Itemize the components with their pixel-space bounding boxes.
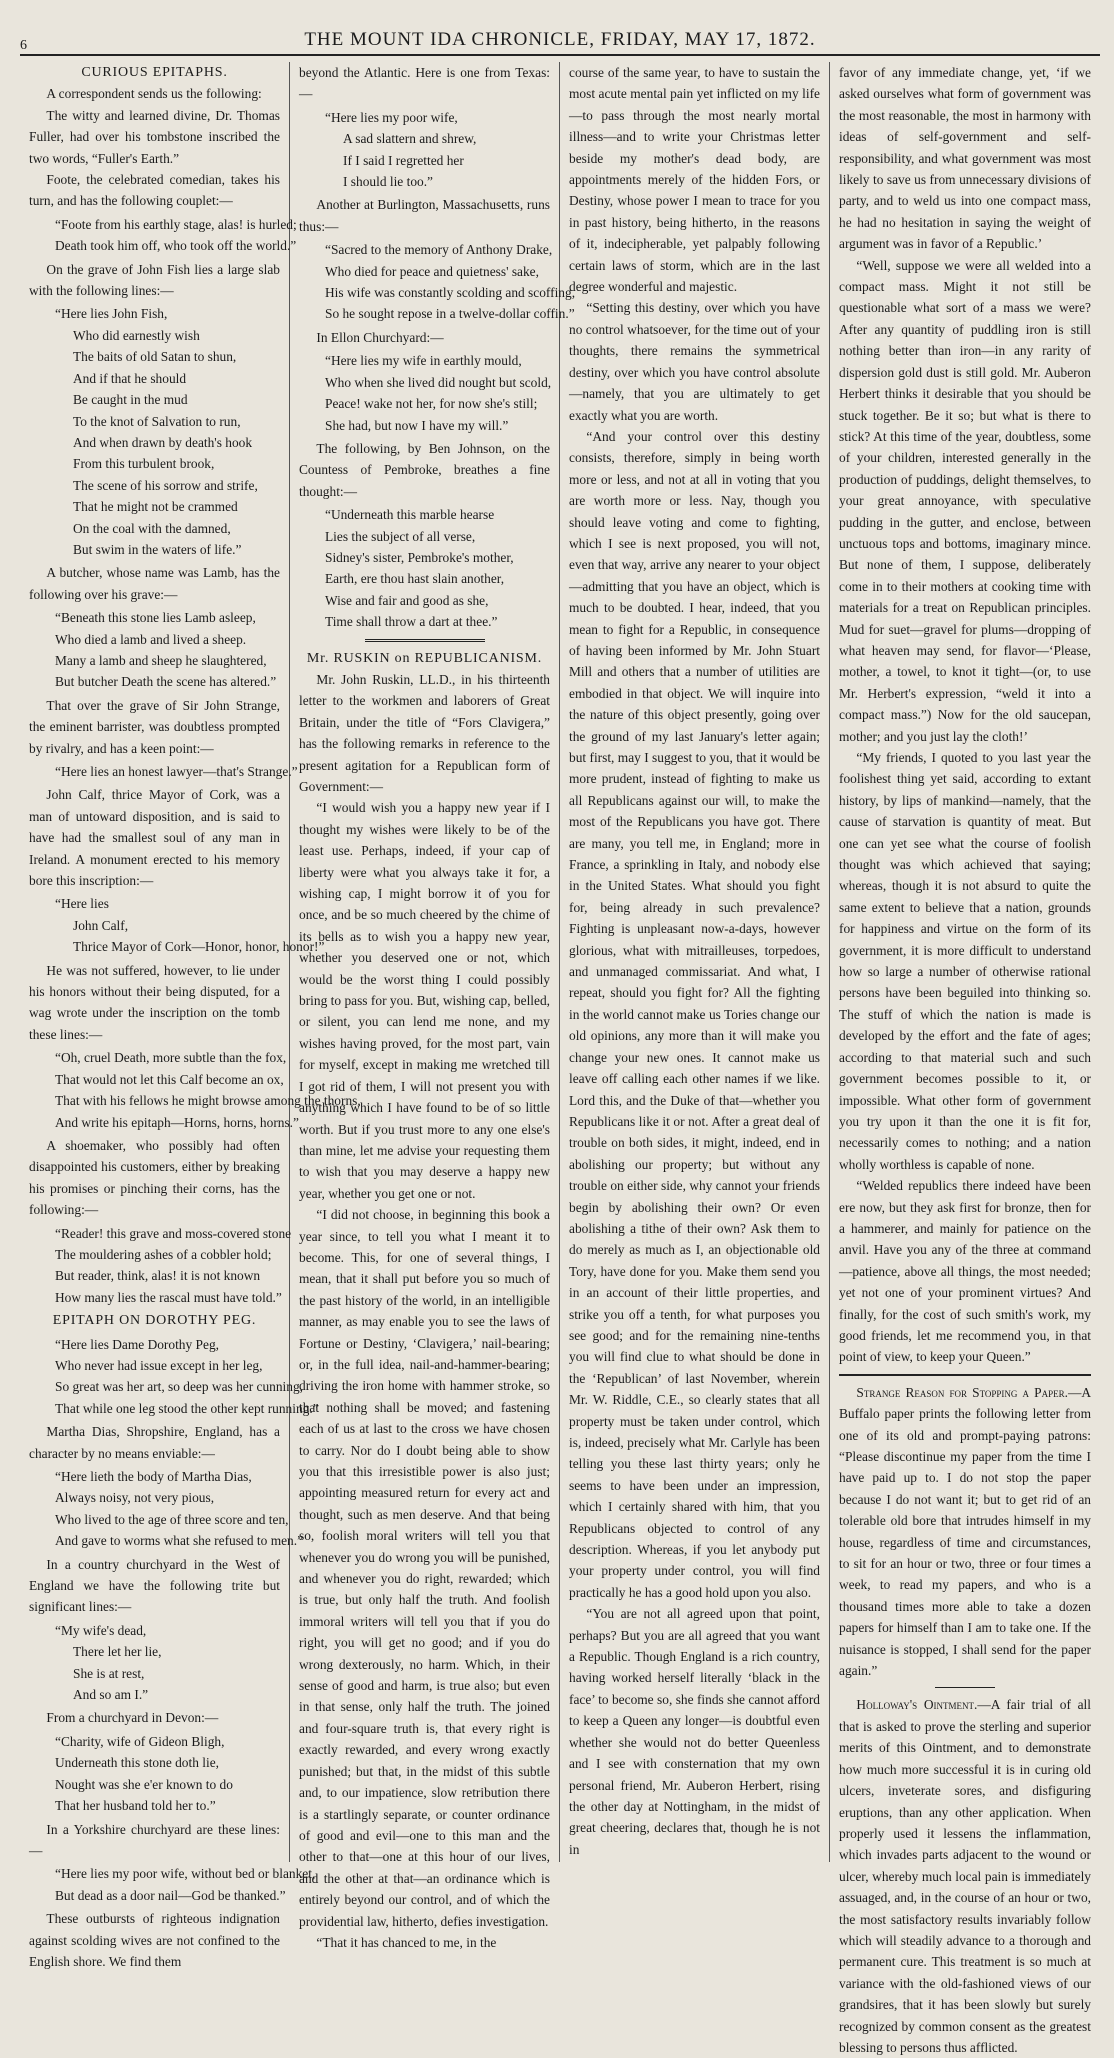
- paragraph: Martha Dias, Shropshire, England, has a character by no means enviable:—: [29, 1424, 280, 1461]
- paragraph: He was not suffered, however, to lie under his honors without their being disputed, for a wag wrote under the inscription on the tomb these lines:—: [29, 962, 280, 1042]
- verse-line: “Here lieth the body of Martha Dias,: [55, 1469, 252, 1484]
- verse-line: Who died for peace and quietness' sake,: [325, 263, 539, 279]
- verse-line: On the coal with the damned,: [73, 520, 231, 536]
- verse-line: So great was her art, so deep was her cunning,: [55, 1379, 304, 1395]
- verse-line: Lies the subject of all verse,: [325, 528, 476, 544]
- paragraph: These outbursts of righteous indignation against scolding wives are not confined to the English shore. We find them: [29, 1911, 280, 1969]
- verse-line: And when drawn by death's hook: [73, 434, 253, 450]
- verse-line: And write his epitaph—Horns, horns, horns.”: [55, 1114, 299, 1130]
- verse-line: And gave to worms what she refused to men.”: [55, 1533, 304, 1549]
- verse-line: Death took him off, who took off the world.”: [55, 238, 297, 254]
- verse-line: “Beneath this stone lies Lamb asleep,: [55, 610, 256, 626]
- paragraph: course of the same year, to have to sustain the most acute mental pain yet inflicted on my life—to pass through the most nearly mortal illness—and to write your Christmas letter beside my mother's dead body, are appointments merely of the hidden Fors, or Destiny, whose power I mean to trace for you in past history, being hitherto, in the reasons of it, indecipherable, yet palpably following certain laws of storm, which are in the last degree wonderful and majestic.: [569, 65, 820, 295]
- epitaph-verse: [55, 607, 280, 693]
- verse-line: Earth, ere thou hast slain another,: [325, 571, 505, 587]
- verse-line: But dead as a door nail—God be thanked.”: [55, 1887, 286, 1903]
- verse-line: “Here lies my wife in earthly mould,: [325, 353, 522, 369]
- verse-line: “Underneath this marble hearse: [325, 507, 495, 523]
- verse-line: The scene of his sorrow and strife,: [73, 477, 258, 493]
- paragraph: That over the grave of Sir John Strange, the eminent barrister, was doubtless prompted by rivalry, and has a keen point:—: [29, 697, 280, 756]
- epitaph-verse: [325, 350, 550, 436]
- verse-line: Sidney's sister, Pembroke's mother,: [325, 549, 514, 565]
- paragraph: On the grave of John Fish lies a large slab with the following lines:—: [29, 261, 280, 299]
- epitaph-verse: [55, 214, 297, 257]
- holloway-ointment-item: [839, 1694, 1091, 2058]
- verse-line: Who never had issue except in her leg,: [55, 1357, 263, 1373]
- epitaph-verse: [55, 1863, 316, 1906]
- verse-line: And so am I.”: [73, 1687, 149, 1703]
- verse-line: But reader, think, alas! it is not known: [55, 1268, 261, 1284]
- verse-line: She had, but now I have my will.”: [325, 417, 509, 433]
- item-body: —A fair trial of all that is asked to prove the sterling and superior merits of this Ointment, and to demonstrate how much more successful it is in curing old ulcers, inveterate sores, and disfiguring eruptions, than any other application. When properly used it lessens the inflammation, which invades parts adjacent to the wound or ulcer, whereby much local pain is immediately assuaged, and, in the course of an hour or two, the most satisfactory results invariably follow which will steadily advance to a thorough and permanent cure. This treatment is so much at variance with the old-fashioned views of our grandsires, that it has been slowly but surely recognized by common consent as the greatest blessing to persons thus afflicted.: [839, 1697, 1092, 2055]
- item-body: —A Buffalo paper prints the following letter from one of its old and prompt-paying patrons: “Please discontinue my paper from the time I have paid up to. I do not stop the paper because I do not want it; but to get rid of an tolerable old bore that intrudes himself in my house, regardless of time and circumstances, to sit for an hour or two, three or four times a week, to read my papers, and who is a thousand times more able to take a dozen papers for himself than I am to take one. If the nuisance is stopped, I shall send for the paper again.”: [839, 1384, 1091, 1679]
- paragraph: “Well, suppose we were all welded into a compact mass. Might it not still be questionable what sort of a mass we were? After any quantity of puddling iron is still nothing better than iron—in any rarity of dispersion gold dust is still gold. Mr. Auberon Herbert thinks it desirable that you should be stuck together. Be it so; but what is there to stick? At this time of the year, doubtless, some of your children, interested generally in the production of puddings, delight themselves, to your great annoyance, with speculative pudding in the gutter, and enclose, between unctuous tops and bottoms, imaginary mince. But none of them, I suppose, deliberately come in to their mothers at cooking time with materials for a treat on Republican principles. Mud for suet—gravel for plums—dropping of what heaven may send, for flavor—‘Please, mother, a towel, to knot it tight—(or, to use Mr. Herbert's expression, “weld it into a compact mass.”) Now for the old saucepan, mother; and you just lay the cloth!’: [839, 257, 1091, 744]
- column-4: [830, 62, 1100, 2055]
- verse-line: Wise and fair and good as she,: [325, 592, 489, 608]
- paragraph: “Setting this destiny, over which you have no control whatsoever, for the time out of your thoughts, there remains the symmetrical destiny, over which you have control absolute—namely, that you are ultimately to get exactly what you are worth.: [569, 300, 820, 423]
- verse-line: That he might not be crammed: [73, 499, 238, 515]
- verse-line: From this turbulent brook,: [73, 456, 215, 472]
- paragraph: “And your control over this destiny consists, therefore, simply in being worth more or less, and not at all in voting that you are worth more or less. Nay, though you should leave voting and come to fighting, which I see is next proposed, you will not, even that way, arrive any nearer to your object—admitting that you have an object, which is much to be doubted. I hear, indeed, that you mean to fight for a Republic, in consequence of having been informed by Mr. John Stuart Mill and others that a number of utilities are embodied in that object. We will inquire into the nature of this object presently, going over the ground of my last January's letter again; but first, may I suggest to you, that it would be more prudent, instead of fighting to make us all Republicans against our will, to make the most of the Republicans you have got. There are many, you tell me, in England; more in France, a sprinkling in Italy, and nobody else in the United States. What should you fight for, being already in such prevalence? Fighting is unpleasant now-a-days, however glorious, what with mitrailleuses, torpedoes, and unmanaged commissariat. And what, I repeat, should you fight for? All the fighting in the world cannot make us Tories change our old opinions, any more than it will make you change your new ones. It cannot make us leave off calling each other names if we like. Lord this, and the Duke of that—whether you Republicans like it or not. After a great deal of trouble on both sides, it might, indeed, end in abolishing our property; but without any trouble on either side, why cannot your friends begin by abolishing their own? Or even abolishing a tithe of their own? Ask them to do merely as much as I, an objectionable old Tory, have done for you. Make them send you in an account of their little properties, and strike you off a tenth, for what purposes you see good; and for the remaining nine-tenths you will find clue to what should be done in the ‘Republican’ of last November, wherein Mr. W. Riddle, C.E., so clearly states that all property must be taken under control, which is, indeed, precisely what Mr. Carlyle has been telling you these last thirty years; only he seems to have been under an impression, which I certainly shared with him, that you Republicans objected to control of any description. Whereas, if you let anybody put your property under control, you will find practically he has a good hold upon you also.: [569, 428, 820, 1600]
- epitaph-verse: [55, 1047, 361, 1133]
- verse-line: A sad slattern and shrew,: [343, 131, 477, 147]
- paragraph: John Calf, thrice Mayor of Cork, was a man of untoward disposition, and is said to have had the smallest soul of any man in Ireland. A monument erected to his memory bore this inscription:—: [29, 787, 280, 889]
- epitaph-verse: [55, 761, 298, 782]
- masthead-title: THE MOUNT IDA CHRONICLE, FRIDAY, MAY 17, 1872.: [304, 29, 816, 50]
- verse-line: If I said I regretted her: [343, 152, 464, 168]
- verse-line: To the knot of Salvation to run,: [73, 413, 241, 429]
- verse-line: Thrice Mayor of Cork—Honor, honor, honor!”: [73, 939, 325, 955]
- paragraph: “I would wish you a happy new year if I thought my wishes were likely to be of the least use. Perhaps, indeed, if your cap of liberty were what you always take it for, a wishing cap, I might borrow it of you for once, and be so much cheered by the chime of its bells as to wish you a happy new year, whether you deserved one or not, which would be the worst thing I could possibly bring to pass for you. But, wishing cap, belled, or silent, you can lend me none, and my wishes having proved, for the most part, vain for myself, except in making me wretched till I got rid of them, I will not present you with anything which I have found to be of so little worth. But if you trust more to any one else's than mine, let me advise your requesting them to wish that you may deserve a happy new year, whether you get one or not.: [299, 800, 550, 1201]
- verse-line: Nought was she e'er known to do: [55, 1776, 233, 1792]
- paragraph: “You are not all agreed upon that point, perhaps? But you are all agreed that you want a Republic. Though England is a rich country, having worked herself literally ‘black in the face’ to become so, she finds she cannot afford to keep a Queen any longer—is doubtful even whether she would not do better Queenless and I see with consternation that my own personal friend, Mr. Auberon Herbert, rising the other day at Nottingham, in the midst of great cheering, declares that, though he is not in: [569, 1606, 820, 1857]
- paragraph: “That it has chanced to me, in the: [316, 1934, 497, 1950]
- epitaph-verse: [325, 239, 576, 325]
- paragraph: The following, by Ben Johnson, on the Countess of Pembroke, breathes a fine thought:—: [299, 440, 550, 499]
- verse-line: “Here lies John Fish,: [55, 306, 168, 322]
- paragraph: A shoemaker, who possibly had often disappointed his customers, either by breaking his promises or pinching their corns, has the following:—: [29, 1137, 280, 1218]
- item-lead: Holloway's Ointment.: [856, 1697, 978, 1713]
- verse-line: “Charity, wife of Gideon Bligh,: [55, 1733, 225, 1749]
- columns: [20, 62, 1100, 2055]
- verse-line: Who when she lived did nought but scold,: [325, 374, 552, 390]
- paragraph: beyond the Atlantic. Here is one from Texas:—: [299, 65, 550, 102]
- item-lead: Strange Reason for Stopping a Paper.: [856, 1384, 1068, 1400]
- ruskin-heading: Mr. RUSKIN on REPUBLICANISM.: [306, 650, 543, 666]
- verse-line: And if that he should: [73, 370, 187, 386]
- verse-line: Be caught in the mud: [73, 392, 188, 408]
- paragraph: Mr. John Ruskin, LL.D., in his thirteenth letter to the workmen and laborers of Great Britain, under the title of “Fors Clavigera,” has the following remarks in reference to the present agitation for a Republican form of Government:—: [299, 671, 550, 794]
- verse-line: The baits of old Satan to shun,: [73, 349, 237, 365]
- masthead: [20, 26, 1100, 56]
- verse-line: “Here lies an honest lawyer—that's Strange.”: [55, 764, 298, 779]
- paragraph: favor of any immediate change, yet, ‘if we asked ourselves what form of government was the most reasonable, the most in harmony with ideas of self-government and self-responsibility, and what government was most likely to save us from unnecessary divisions of party, and to weld us into one compact mass, he had no hesitation in saying the weight of argument was in favor of a Republic.’: [839, 65, 1091, 252]
- verse-line: Peace! wake not her, for now she's still;: [325, 396, 538, 412]
- verse-line: “Reader! this grave and moss-covered stone: [55, 1225, 292, 1241]
- verse-line: So he sought repose in a twelve-dollar coffin.”: [325, 306, 575, 322]
- epitaphs-heading: CURIOUS EPITAPHS.: [81, 65, 228, 80]
- epitaph-verse: [55, 1466, 304, 1552]
- verse-line: “Here lies: [55, 896, 109, 912]
- verse-line: Who lived to the age of three score and ten,: [55, 1511, 289, 1527]
- epitaph-verse: [55, 303, 280, 560]
- paragraph: Another at Burlington, Massachusetts, runs thus:—: [299, 197, 550, 234]
- paragraph: The witty and learned divine, Dr. Thomas Fuller, had over his tombstone inscribed the two words, “Fuller's Earth.”: [29, 107, 280, 166]
- subheading: EPITAPH ON DOROTHY PEG.: [52, 1313, 257, 1329]
- paragraph: A butcher, whose name was Lamb, has the following over his grave:—: [29, 565, 280, 602]
- verse-line: Time shall throw a dart at thee.”: [325, 614, 498, 630]
- column-3: [560, 62, 830, 1862]
- epitaph-verse: [55, 893, 325, 957]
- column-1: [20, 62, 361, 1969]
- verse-line: John Calf,: [73, 917, 129, 933]
- verse-line: Who did earnestly wish: [73, 327, 200, 343]
- epitaph-verse: [55, 1334, 319, 1420]
- verse-line: But butcher Death the scene has altered.”: [55, 674, 277, 690]
- verse-line: “Here lies my poor wife, without bed or blanket,: [55, 1866, 316, 1882]
- paragraph: From a churchyard in Devon:—: [46, 1710, 219, 1726]
- verse-line: “Sacred to the memory of Anthony Drake,: [325, 242, 553, 258]
- paragraph: “My friends, I quoted to you last year the foolishest thing yet said, according to extant history, by lips of mankind—namely, that the cause of starvation is quantity of meat. But one can yet see what the course of foolish thought was which achieved that saying; whereas, though it is not absurd to quite the same extent to believe that a nation, grounds for happiness and virtue on the form of its government, it is more difficult to understand how so large a number of otherwise rational persons have been beguiled into thinking so. The stuff of which the nation is made is developed by the effort and the fate of ages; according to that material such and such government becomes possible to it, or impossible. What other form of government you try upon it than the one it is fit for, necessarily comes to nothing; and a nation wholly worthless is capable of none.: [839, 750, 1091, 1172]
- verse-line: But swim in the waters of life.”: [73, 541, 242, 557]
- paragraph: Foote, the celebrated comedian, takes his turn, and has the following couplet:—: [29, 172, 280, 209]
- verse-line: Who died a lamb and lived a sheep.: [55, 631, 247, 647]
- verse-line: There let her lie,: [73, 1644, 162, 1660]
- verse-line: “Here lies my poor wife,: [325, 109, 458, 125]
- strange-reason-item: [839, 1382, 1091, 1682]
- column-rule: [935, 1687, 995, 1688]
- column-2: [290, 62, 576, 1950]
- verse-line: That would not let this Calf become an ox,: [55, 1071, 284, 1087]
- verse-line: I should lie too.”: [343, 174, 434, 190]
- epitaph-verse: [325, 504, 550, 632]
- verse-line: She is at rest,: [73, 1665, 145, 1681]
- paragraph: In a Yorkshire churchyard are these lines:—: [29, 1821, 280, 1858]
- paragraph: A correspondent sends us the following:: [46, 86, 262, 102]
- paragraph: “Welded republics there indeed have been ere now, but they ask first for bronze, then for a hammerer, and mainly for patience on the anvil. Have you any of the three at command—patience, above all things, the most needed; yet not one of your prominent virtues? And finally, for the cost of such smith's work, my good friends, let me recommend you, in that point of view, to keep your Queen.”: [839, 1178, 1091, 1365]
- paragraph: “I did not choose, in beginning this book a year since, to tell you what I meant it to become. This, for one of several things, I mean, that it shall put before you so much of the past history of the world, in an intelligible manner, as may enable you to see the laws of Fortune or Destiny, ‘Clavigera,’ nail-bearing; or, in the full idea, nail-and-hammer-bearing; driving the iron home with hammer stroke, so that nothing shall be moved; and fastening each of us at last to the cross we have chosen to carry. Nor do I doubt being able to show you that this irresistible power is also just; appointing measured return for every act and thought, such as men deserve. And that being so, foolish moral writers will tell you that whenever you do wrong you will be punished, and whenever you do right, rewarded; which is true, but only half the truth. And foolish immoral writers will tell you that if you do right, you will get no good; and if you do wrong dexterously, no harm. Which, in their sense of good and harm, is true also; but even in that sense, only half the truth. The joined and four-square truth is, that every right is exactly rewarded, and every wrong exactly punished; but that, in the midst of this subtle and, to our impatience, slow retribution there is a startlingly separate, or counter ordinance of good and evil—one to this man and the other to that—one at this hour of our lives, and the other at that—an ordinance which is entirely beyond our control, and of which the providential law, hitherto, defies investigation.: [299, 1207, 550, 1929]
- column-rule: [365, 639, 485, 642]
- verse-line: Always noisy, not very pious,: [55, 1490, 215, 1506]
- epitaph-verse: [325, 107, 550, 193]
- paragraph: In a country churchyard in the West of England we have the following trite but significant lines:—: [29, 1556, 280, 1615]
- epitaph-verse: [55, 1223, 292, 1309]
- verse-line: “Here lies Dame Dorothy Peg,: [55, 1336, 219, 1352]
- verse-line: Many a lamb and sheep he slaughtered,: [55, 652, 267, 668]
- epitaph-verse: [55, 1620, 280, 1706]
- verse-line: That while one leg stood the other kept running.”: [55, 1400, 319, 1416]
- verse-line: That with his fellows he might browse among the thorns,: [55, 1093, 361, 1109]
- column-rule: [839, 1374, 1091, 1376]
- verse-line: That her husband told her to.”: [55, 1798, 216, 1814]
- epitaph-verse: [55, 1731, 280, 1817]
- verse-line: “Oh, cruel Death, more subtle than the fox,: [55, 1050, 287, 1066]
- verse-line: “Foote from his earthly stage, alas! is hurled;: [55, 216, 297, 232]
- verse-line: Underneath this stone doth lie,: [55, 1755, 220, 1771]
- paragraph: In Ellon Churchyard:—: [316, 329, 444, 345]
- verse-line: His wife was constantly scolding and scoffing,: [325, 285, 576, 301]
- verse-line: “My wife's dead,: [55, 1622, 147, 1638]
- page-number: 6: [20, 38, 27, 53]
- verse-line: How many lies the rascal must have told.”: [55, 1289, 282, 1305]
- verse-line: The mouldering ashes of a cobbler hold;: [55, 1246, 272, 1262]
